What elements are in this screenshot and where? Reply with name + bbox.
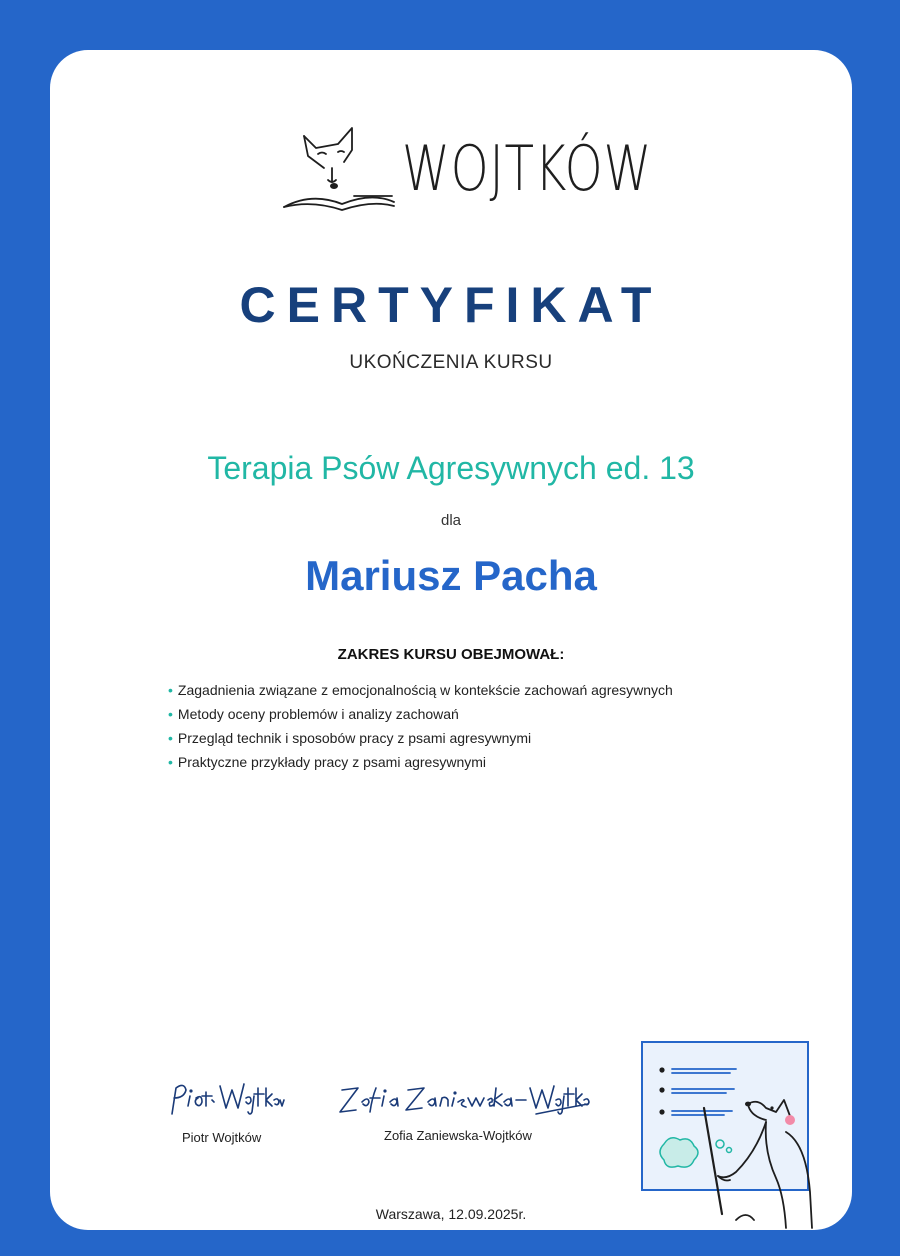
bullet-icon: • (168, 730, 173, 746)
list-item-text: Przegląd technik i sposobów pracy z psami agresywnymi (177, 730, 532, 746)
bullet-icon: • (168, 682, 173, 698)
signature-piotr-wojtkow (166, 1078, 286, 1118)
signature-name-zofia: Zofia Zaniewska-Wojtków (384, 1128, 532, 1143)
recipient-name: Mariusz Pacha (305, 552, 597, 599)
scope-heading: ZAKRES KURSU OBEJMOWAŁ: (337, 646, 565, 663)
scope-list (168, 678, 673, 774)
page-subtitle: UKOŃCZENIA KURSU (349, 352, 553, 373)
signature-name-piotr: Piotr Wojtków (182, 1130, 262, 1145)
list-item-text: Zagadnienia związane z emocjonalnością w kontekście zachowań agresywnych (177, 682, 673, 698)
list-item-text: Metody oceny problemów i analizy zachowań (177, 706, 459, 722)
brand-logo-text: WOJTKÓW (402, 132, 653, 205)
dog-with-pointer-board-icon (636, 1036, 836, 1230)
list-item (168, 726, 673, 750)
list-item (168, 702, 673, 726)
list-item (168, 678, 673, 702)
place-date: Warszawa, 12.09.2025r. (375, 1206, 527, 1222)
page-title: CERTYFIKAT (239, 277, 663, 333)
signature-zofia-zaniewska-wojtkow (336, 1078, 592, 1118)
list-item (168, 750, 673, 774)
bullet-icon: • (168, 754, 173, 770)
bullet-icon: • (168, 706, 173, 722)
course-name: Terapia Psów Agresywnych ed. 13 (207, 450, 695, 486)
for-label: dla (440, 512, 462, 529)
certificate-card (50, 50, 852, 1230)
list-item-text: Praktyczne przykłady pracy z psami agresywnymi (177, 754, 487, 770)
